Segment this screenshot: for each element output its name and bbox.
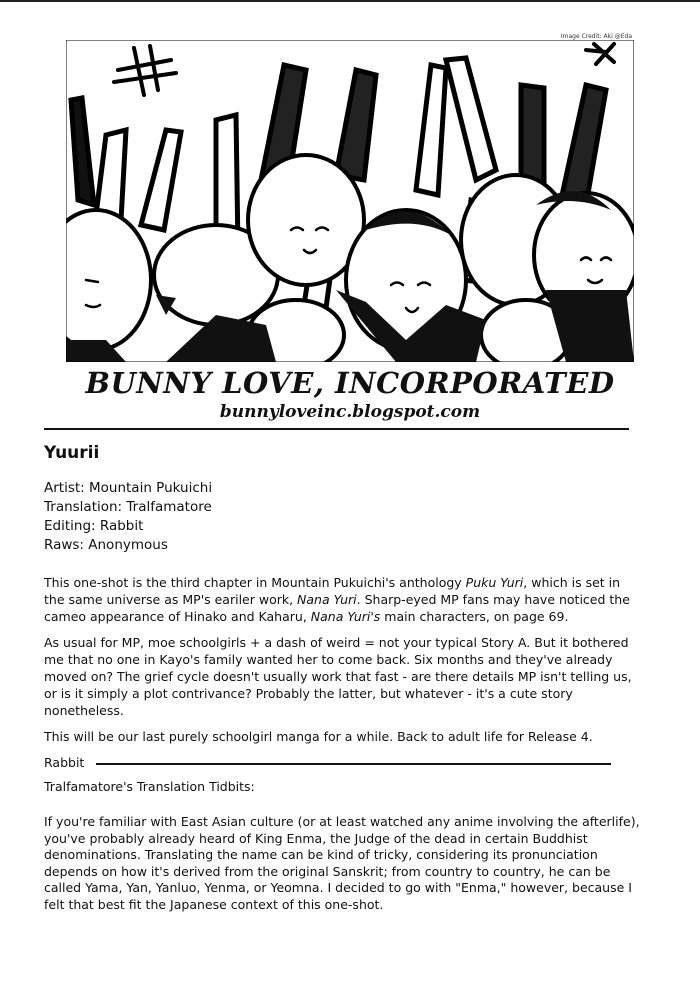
image-credit: Image Credit: Aki @Eda	[560, 33, 632, 40]
intro-paragraph-2: As usual for MP, moe schoolgirls + a dash of weird = not your typical Story A. But it bothered me that no one in Kayo's family wanted her to come back. Six months and they've already moved on? The grief cycle doesn't usually work that fast - are there details MP isn't telling us, or is it simply a plot contrivance? Probably the latter, but whatever - it's a cute story nonetheless.	[44, 635, 632, 718]
release-title: Yuurii	[44, 443, 100, 463]
intro-paragraph-3: This will be our last purely schoolgirl manga for a while. Back to adult life for Release 4.	[44, 729, 593, 744]
intro-paragraph-1: This one-shot is the third chapter in Mountain Pukuichi's anthology Puku Yuri, which is set in the same universe as MP's eariler work, Nana Yuri. Sharp-eyed MP fans may have noticed the cameo appearance of Hinako and Kaharu, Nana Yuri's main characters, on page 69.	[44, 575, 630, 624]
translation-notes	[44, 779, 644, 913]
credit-artist: Artist: Mountain Pukuichi	[44, 480, 213, 496]
brand-title: BUNNY LOVE, INCORPORATED	[85, 366, 615, 400]
notes-body: If you're familiar with East Asian culture (or at least watched any anime involving the afterlife), you've probably already heard of King Enma, the Judge of the dead in certain Buddhist denominations. Translating the name can be kind of tricky, considering its pronunciation depends on how it's derived from the original Sanskrit; from country to country, he can be called Yama, Yan, Yanluo, Yenma, or Yeomna. I decided to go with "Enma," however, because I felt that best fit the Japanese context of this one-shot.	[44, 814, 640, 912]
credit-raws: Raws: Anonymous	[44, 537, 168, 553]
divider	[44, 428, 629, 430]
release-notes	[44, 443, 644, 771]
signature: Rabbit	[44, 755, 85, 770]
divider	[96, 763, 611, 765]
notes-heading: Tralfamatore's Translation Tidbits:	[44, 779, 255, 794]
bunny-girls-illustration	[66, 40, 634, 362]
brand-url: bunnyloveinc.blogspot.com	[219, 402, 481, 422]
top-border	[0, 0, 700, 2]
credit-translation: Translation: Tralfamatore	[44, 499, 212, 515]
credit-editing: Editing: Rabbit	[44, 518, 144, 534]
credits-list	[44, 479, 644, 555]
